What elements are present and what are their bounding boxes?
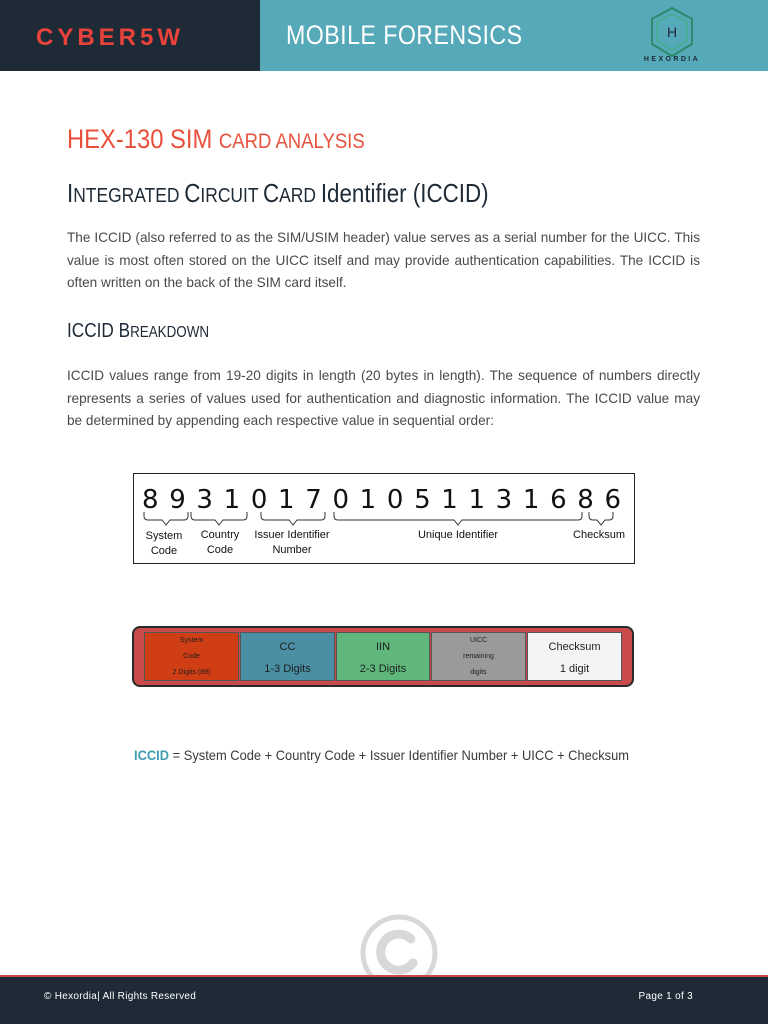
label-issuer-id-1: Issuer Identifier <box>254 529 330 541</box>
cyber5w-logo <box>36 20 206 67</box>
footer-page-number: Page 1 of 3 <box>638 991 693 1002</box>
block-checksum <box>527 632 622 681</box>
section-title-part: I <box>320 178 328 208</box>
block-checksum-line1: Checksum <box>548 641 601 653</box>
block-system-code-line2: Code <box>183 653 200 660</box>
block-uicc <box>431 632 526 681</box>
iccid-formula-key: ICCID <box>134 747 170 763</box>
hexordia-brand-name: HEXORDIA <box>643 56 701 63</box>
iccid-digit-breakdown-svg <box>134 474 633 562</box>
section-title-part: dentifier (ICCID) <box>327 178 489 208</box>
cyber5w-logo-text: CYBER5W <box>36 24 185 51</box>
subsection-title-part: ICCID B <box>67 320 131 342</box>
section-title-part: I <box>67 178 74 208</box>
cyber5w-logo-wordmark <box>36 20 206 60</box>
iccid-component-blocks <box>132 626 634 687</box>
block-system-code <box>144 632 239 681</box>
section-title-part: NTEGRATED <box>73 185 185 207</box>
block-uicc-line1: UICC <box>469 637 488 644</box>
label-country-code-2: Code <box>206 544 234 556</box>
section-title-part: C <box>184 178 201 208</box>
block-iin <box>336 632 430 681</box>
iccid-digits: 8 9 3 1 0 1 7 0 1 0 5 1 1 3 1 6 8 6 0 1 <box>142 485 633 515</box>
hexordia-logo-icon <box>648 6 696 58</box>
iccid-digit-breakdown-diagram <box>133 473 635 564</box>
label-unique-id: Unique Identifier <box>417 529 499 541</box>
course-title-small-caps: CARD ANALYSIS <box>218 130 365 153</box>
block-uicc-line2: remaining <box>463 653 494 660</box>
block-system-code-line3: 2 Digits (89) <box>172 669 211 676</box>
block-system-code-line1: System <box>179 637 204 644</box>
label-issuer-id-2: Number <box>272 544 312 556</box>
label-system-code-2: Code <box>150 545 178 557</box>
section-title-part: IRCUIT <box>200 185 264 207</box>
section-title-part: C <box>263 178 280 208</box>
subsection-title <box>67 320 209 343</box>
label-country-code-1: Country <box>200 529 240 541</box>
footer-copyright: © Hexordia| All Rights Reserved <box>44 991 197 1002</box>
block-country-code <box>240 632 335 681</box>
hexordia-logo-letter: H <box>666 24 678 40</box>
course-title-main: HEX-130 SIM <box>67 124 219 154</box>
block-country-code-line2: 1-3 Digits <box>264 663 311 675</box>
intro-paragraph: The ICCID (also referred to as the SIM/USIM header) value serves as a serial number for the UICC. This value is most often stored on the UICC itself and may provide authentication capabilities. The ICCID is often written on the back of the SIM card itself. <box>67 230 700 290</box>
block-uicc-line3: digits <box>470 669 487 676</box>
label-checksum: Checksum <box>573 529 625 541</box>
course-title <box>67 124 365 155</box>
header-logo-panel <box>0 0 260 71</box>
page-footer <box>0 975 768 1024</box>
block-iin-line2: 2-3 Digits <box>359 663 407 675</box>
subsection-title-part: REAKDOWN <box>130 324 210 341</box>
label-system-code-1: System <box>145 530 183 542</box>
block-iin-line1: IIN <box>375 641 391 653</box>
iccid-formula-rest: = System Code + Country Code + Issuer Identifier Number + UICC + Checksum <box>169 747 630 763</box>
block-checksum-line2: 1 digit <box>559 663 590 675</box>
block-country-code-line1: CC <box>279 641 296 653</box>
iccid-formula <box>134 747 629 763</box>
page-header-title: MOBILE FORENSICS <box>286 20 523 50</box>
breakdown-paragraph: ICCID values range from 19-20 digits in length (20 bytes in length). The sequence of numbers directly represents a series of values used for authentication and diagnostic information. The ICCID value may be determined by appending each respective value in sequential order: <box>67 368 700 428</box>
section-title-part: ARD <box>279 185 321 207</box>
section-title <box>67 178 489 209</box>
